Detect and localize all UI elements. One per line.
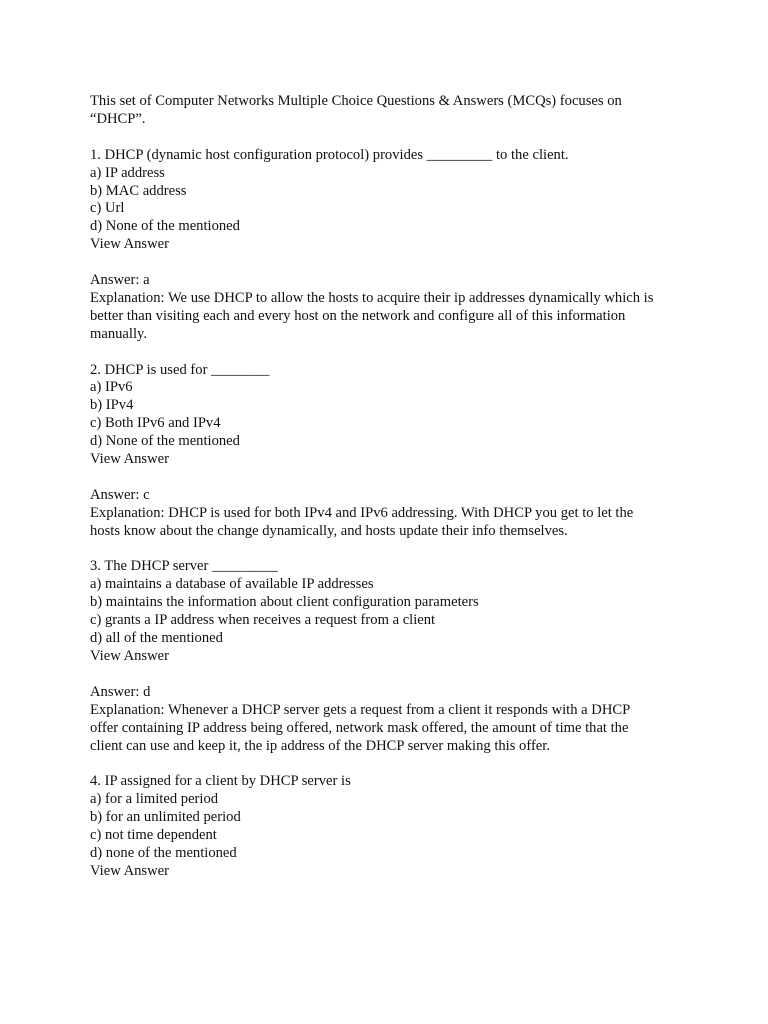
option-a: a) IP address (90, 164, 165, 181)
option-c: c) Url (90, 200, 125, 217)
option-d: d) None of the mentioned (90, 218, 240, 235)
answer-text: Answer: d (90, 683, 151, 700)
view-answer-link[interactable]: View Answer (90, 648, 169, 665)
option-d: d) none of the mentioned (90, 844, 237, 861)
option-c: c) Both IPv6 and IPv4 (90, 415, 221, 432)
spacer (90, 254, 690, 272)
view-answer-link[interactable]: View Answer (90, 451, 169, 468)
explanation-line: manually. (90, 325, 148, 342)
question-text: 2. DHCP is used for ________ (90, 361, 270, 378)
answer-text: Answer: c (90, 486, 150, 503)
spacer (90, 469, 690, 487)
intro-line-1: This set of Computer Networks Multiple Choice Questions & Answers (MCQs) focuses on (90, 93, 622, 109)
question-text: 3. The DHCP server _________ (90, 558, 278, 575)
question-block-1 (90, 147, 690, 344)
explanation-line: better than visiting each and every host on the network and configure all of this information (90, 307, 626, 324)
option-d: d) all of the mentioned (90, 630, 223, 647)
option-b: b) IPv4 (90, 397, 134, 414)
option-c: c) not time dependent (90, 827, 217, 844)
question-text: 4. IP assigned for a client by DHCP server is (90, 773, 351, 790)
option-c: c) grants a IP address when receives a request from a client (90, 612, 436, 629)
spacer (90, 541, 690, 559)
explanation-line: offer containing IP address being offered, network mask offered, the amount of time that the (90, 719, 629, 736)
option-d: d) None of the mentioned (90, 433, 240, 450)
explanation-line: client can use and keep it, the ip address of the DHCP server making this offer. (90, 737, 550, 754)
document-page (90, 93, 690, 881)
intro-line-2: “DHCP”. (90, 110, 146, 127)
question-block-2 (90, 362, 690, 541)
option-b: b) maintains the information about client configuration parameters (90, 594, 479, 611)
spacer (90, 344, 690, 362)
question-text: 1. DHCP (dynamic host configuration protocol) provides _________ to the client. (90, 146, 569, 163)
option-b: b) for an unlimited period (90, 809, 241, 826)
view-answer-link[interactable]: View Answer (90, 862, 169, 879)
explanation-line: hosts know about the change dynamically, and hosts update their info themselves. (90, 522, 568, 539)
question-block-3 (90, 558, 690, 755)
explanation-line: Explanation: Whenever a DHCP server gets a request from a client it responds with a DHCP (90, 701, 631, 718)
spacer (90, 129, 690, 147)
option-a: a) IPv6 (90, 379, 133, 396)
spacer (90, 666, 690, 684)
spacer (90, 755, 690, 773)
view-answer-link[interactable]: View Answer (90, 236, 169, 253)
option-a: a) maintains a database of available IP addresses (90, 576, 374, 593)
option-b: b) MAC address (90, 182, 187, 199)
option-a: a) for a limited period (90, 791, 219, 808)
explanation-line: Explanation: DHCP is used for both IPv4 and IPv6 addressing. With DHCP you get to let the (90, 504, 634, 521)
explanation-line: Explanation: We use DHCP to allow the hosts to acquire their ip addresses dynamically which is (90, 289, 654, 306)
answer-text: Answer: a (90, 272, 150, 289)
question-block-4 (90, 773, 690, 880)
